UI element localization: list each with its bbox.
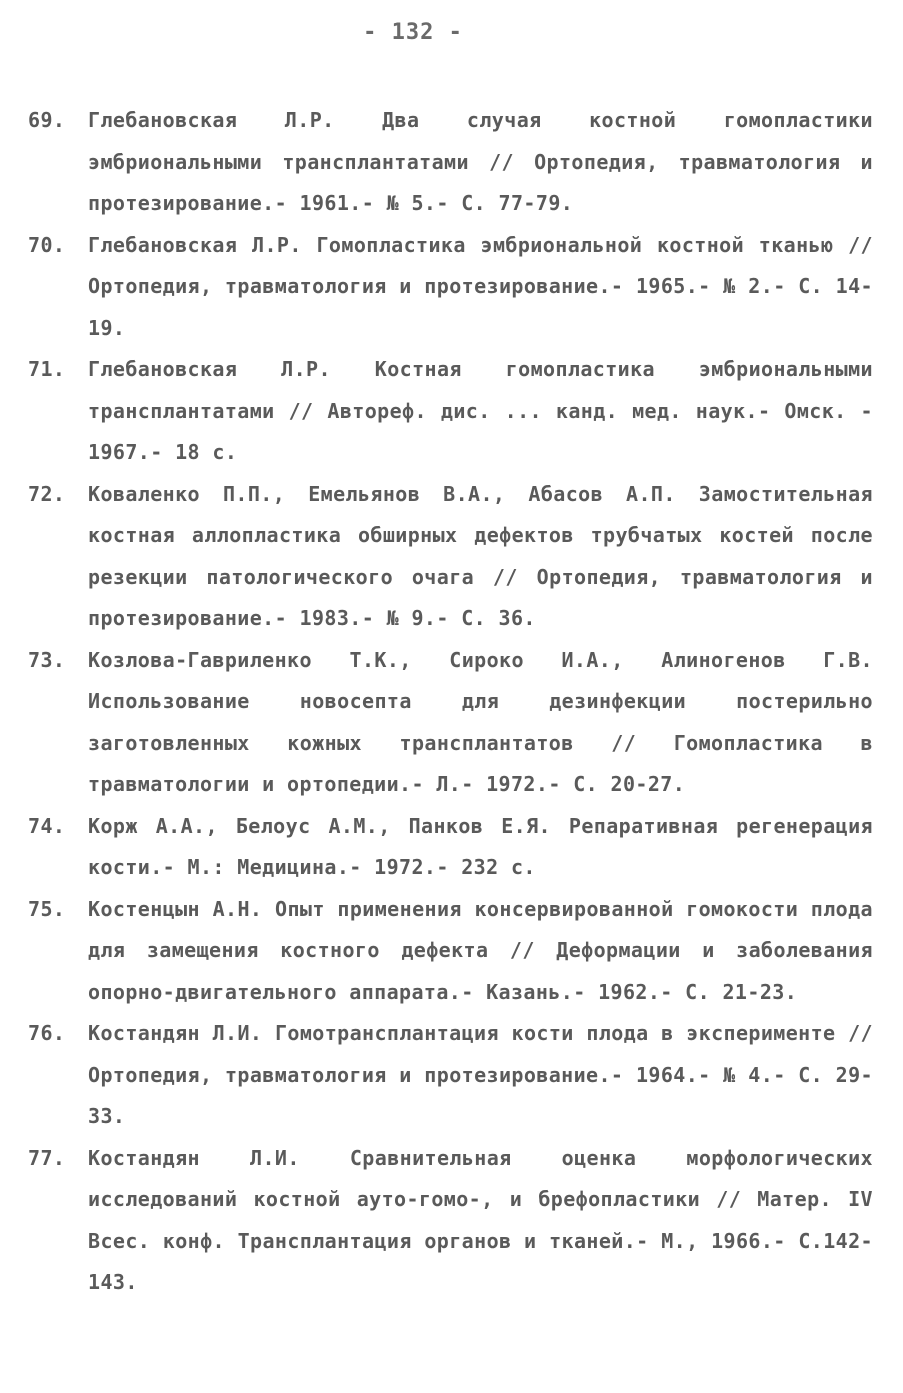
reference-text: Костандян Л.И. Гомотрансплантация кости плода в эксперименте // Ортопедия, травматология и протезирование.- 1964.- № 4.- С. 29-33. — [88, 1021, 873, 1128]
reference-number: 72. — [28, 481, 66, 506]
reference-number: 77. — [28, 1145, 66, 1170]
reference-text: Глебановская Л.Р. Два случая костной гомопластики эмбриональными трансплантатами // Ортопедия, травматология и протезирование.- 1961.- № 5.- С. 77-79. — [88, 108, 873, 215]
reference-entry — [28, 1138, 873, 1304]
reference-text: Костандян Л.И. Сравнительная оценка морфологических исследований костной ауто-гомо-, и брефопластики // Матер. IV Всес. конф. Трансплантация органов и тканей.- М., 1966.- С.142-143. — [88, 1145, 873, 1294]
reference-entry — [28, 474, 873, 640]
reference-entry — [28, 806, 873, 889]
reference-number: 76. — [28, 1021, 66, 1045]
reference-number: 73. — [28, 647, 66, 672]
reference-entry — [28, 100, 873, 225]
page-number: - 132 - — [363, 20, 463, 45]
reference-entry — [28, 225, 873, 350]
reference-text: Коваленко П.П., Емельянов В.А., Абасов А.П. Замостительная костная аллопластика обширных дефектов трубчатых костей после резекции патологического очага // Ортопедия, травматология и протезирование.- 1983.- № 9.- С. 36. — [88, 481, 873, 630]
reference-text: Костенцын А.Н. Опыт применения консервированной гомокости плода для замещения костного дефекта // Деформации и заболевания опорно-двигательного аппарата.- Казань.- 1962.- С. 21-23. — [88, 896, 873, 1004]
reference-text: Козлова-Гавриленко Т.К., Сироко И.А., Алиногенов Г.В. Использование новосепта для дезинфекции постерильно заготовленных кожных трансплантатов // Гомопластика в травматологии и ортопедии.- Л.- 1972.- С. 20-27. — [88, 647, 873, 796]
reference-text: Корж А.А., Белоус А.М., Панков Е.Я. Репаративная регенерация кости.- М.: Медицина.- 1972.- 232 с. — [88, 813, 873, 879]
reference-number: 75. — [28, 896, 66, 921]
reference-entry — [28, 349, 873, 474]
reference-entry — [28, 1013, 873, 1138]
reference-number: 71. — [28, 357, 66, 381]
reference-text: Глебановская Л.Р. Гомопластика эмбриональной костной тканью // Ортопедия, травматология и протезирование.- 1965.- № 2.- С. 14-19. — [88, 232, 873, 340]
reference-entry — [28, 889, 873, 1014]
reference-text: Глебановская Л.Р. Костная гомопластика эмбриональными трансплантатами // Автореф. дис. ... канд. мед. наук.- Омск. - 1967.- 18 с. — [88, 357, 873, 464]
reference-entry — [28, 640, 873, 806]
reference-number: 69. — [28, 108, 66, 132]
reference-number: 74. — [28, 813, 66, 838]
reference-list — [28, 100, 873, 1304]
reference-number: 70. — [28, 232, 66, 257]
